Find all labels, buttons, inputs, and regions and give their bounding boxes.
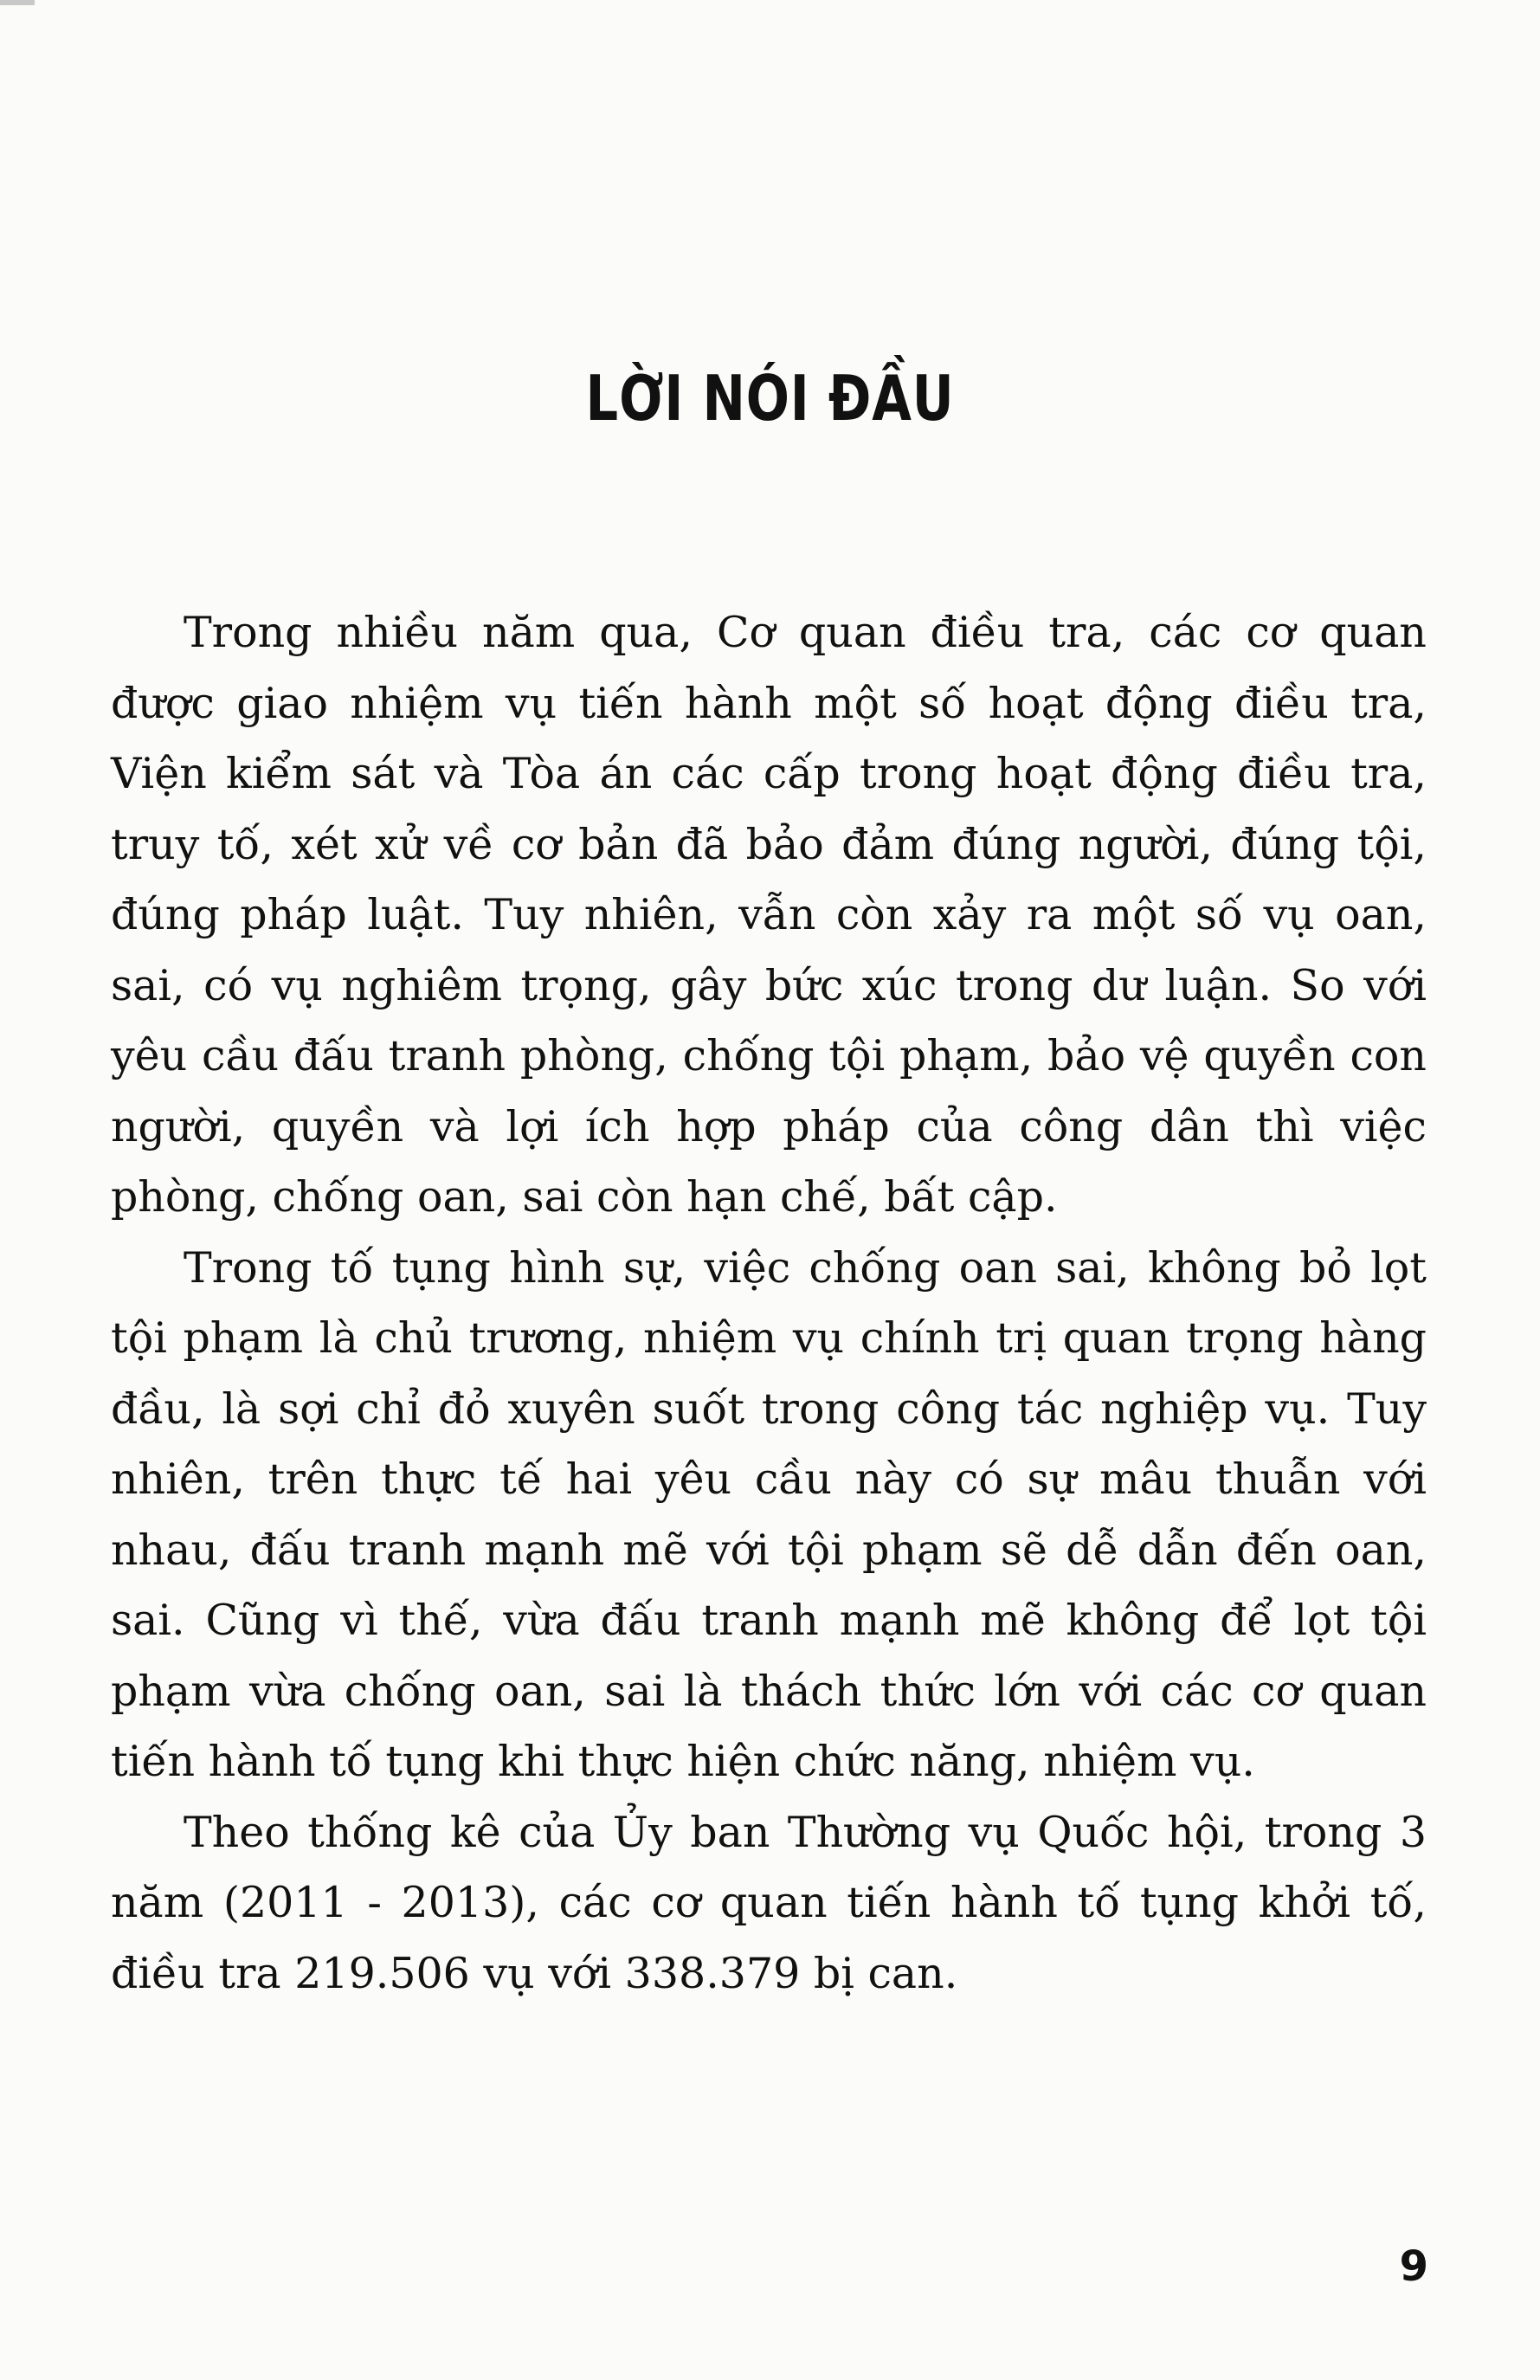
paragraph-2: Trong tố tụng hình sự, việc chống oan sai, không bỏ lọt tội phạm là chủ trương, nhiệm vụ chính trị quan trọng hàng đầu, là sợi chỉ đỏ xuyên suốt trong công tác nghiệp vụ. Tuy nhiên, trên thực tế hai yêu cầu này có sự mâu thuẫn với nhau, đấu tranh mạnh mẽ với tội phạm sẽ dễ dẫn đến oan, sai. Cũng vì thế, vừa đấu tranh mạnh mẽ không để lọt tội phạm vừa chống oan, sai là thách thức lớn với các cơ quan tiến hành tố tụng khi thực hiện chức năng, nhiệm vụ. xyxy=(111,1242,1427,1786)
page-edge-mark xyxy=(0,0,35,5)
page-number: 9 xyxy=(1399,2242,1428,2291)
paragraph-1: Trong nhiều năm qua, Cơ quan điều tra, các cơ quan được giao nhiệm vụ tiến hành một số hoạt động điều tra, Viện kiểm sát và Tòa án các cấp trong hoạt động điều tra, truy tố, xét xử về cơ bản đã bảo đảm đúng người, đúng tội, đúng pháp luật. Tuy nhiên, vẫn còn xảy ra một số vụ oan, sai, có vụ nghiêm trọng, gây bức xúc trong dư luận. So với yêu cầu đấu tranh phòng, chống tội phạm, bảo vệ quyền con người, quyền và lợi ích hợp pháp của công dân thì việc phòng, chống oan, sai còn hạn chế, bất cập. xyxy=(111,608,1427,1222)
page-title: LỜI NÓI ĐẦU xyxy=(585,362,955,435)
paragraph-3: Theo thống kê của Ủy ban Thường vụ Quốc hội, trong 3 năm (2011 - 2013), các cơ quan tiến hành tố tụng khởi tố, điều tra 219.506 vụ với 338.379 bị can. xyxy=(111,1807,1427,1998)
body-text xyxy=(111,597,1427,2009)
